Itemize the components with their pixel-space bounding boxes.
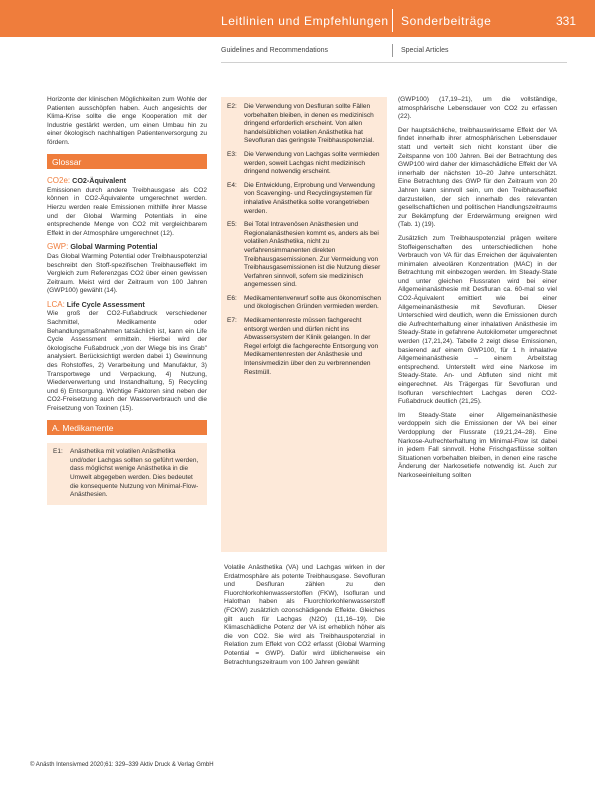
recommendation-item xyxy=(227,151,381,177)
glossary-term-gwp xyxy=(47,243,207,252)
glossary-text-co2e: Emissionen durch andere Treibhausgase als CO2 können in CO2-Äquivalente umgerechnet werden. Hierzu werden reale Emissionen mithilfe ihrer Masse und der Global Warming Potentials in eine entsprechende Menge von CO2 mit vergleichbarem Effekt in der Atmosphäre umgerechnet (12). xyxy=(47,186,207,237)
glossary-term-label: Global Warming Potential xyxy=(70,242,158,252)
recommendation-item xyxy=(227,103,381,146)
recommendation-code: E4: xyxy=(227,181,237,189)
recommendation-item xyxy=(227,317,381,377)
header-right-subtitle: Special Articles xyxy=(401,47,449,54)
glossary-term-lca xyxy=(47,301,207,310)
recommendation-text: Medikamentenverwurf sollte aus ökonomischen und ökologischen Gründen vermieden werden. xyxy=(244,294,381,311)
recommendation-code: E7: xyxy=(227,317,237,325)
recommendation-text: Anästhetika mit volatilen Anästhetika und/oder Lachgas sollten so geführt werden, dass möglichst wenige Anästhetika in die Umwelt abgegeben werden. Dies bedeutet die konsequente Nutzung von Minimal-Flow-Anästhesien. xyxy=(70,448,199,499)
recommendation-item xyxy=(227,295,381,312)
glossary-text-lca: Wie groß der CO2-Fußabdruck verschiedener Sachmittel, Medikamente oder Behandlungsmaßnahmen tatsächlich ist, kann ein Life Cycle Assessment ermitteln. Hierbei wird der ökologische Fußabdruck „von der Wiege bis ins Grab" analysiert. Berücksichtigt werden dabei 1) Gewinnung des Rohstoffes, 2) Verarbeitung und Manufaktur, 3) Transportwege und Verpackung, 4) Nutzung, Wiederverwertung und Instandhaltung, 5) Recycling und 6) Entsorgung. Wichtige Faktoren sind neben der CO2-Freisetzung auch der Wasserverbrauch und die Freisetzung von Toxinen (15). xyxy=(47,310,207,412)
recommendation-box xyxy=(221,97,387,552)
recommendation-code: E3: xyxy=(227,150,237,158)
header-bar xyxy=(0,0,595,37)
intro-paragraph: Horizonte der klinischen Möglichkeiten zum Wohle der Patienten ausschöpfen haben. Auch angesichts der Klima-Krise sollte die enge Kooperation mit der Industrie gestärkt werden, um einen Umbau hin zu einer ökologisch nachhaltigen Patientenversorgung zu fördern. xyxy=(47,96,207,146)
glossar-heading: Glossar xyxy=(47,154,207,170)
glossary-term-label: Life Cycle Assessment xyxy=(66,299,145,309)
column-middle xyxy=(224,564,385,672)
recommendation-item xyxy=(227,182,381,216)
page-number: 331 xyxy=(556,14,577,28)
recommendation-text: Bei Total Intravenösen Anästhesien und Regionalanästhesien kommt es, anders als bei volatilen Anästhetika, nicht zu verfahrensimmanenten direkten Treibhausgasemissionen. Zur Vermeidung von Treibhausgasemissionen ist die Nutzung dieser Verfahren sinnvoll, sofern sie medizinisch angemessen sind. xyxy=(244,221,381,289)
body-paragraph: Der hauptsächliche, treibhauswirksame Effekt der VA findet innerhalb ihrer atmosphärischen Lebensdauer statt und verteilt sich nicht konstant über die Zeitspanne von 100 Jahren. Bei der Betrachtung des GWP100 wird daher der klimaschädliche Effekt der VA innerhalb der nächsten 10–20 Jahre unterschätzt. Eine Betrachtung des GWP für den Zeitraum von 20 Jahren kann sinnvoll sein, um den Treibhauseffekt darzustellen, der sich innerhalb des relevanten gesellschaftlichen und politischen Handlungszeitraums zur Bekämpfung der Erderwärmung ereignen wird (Tab. 1) (19). xyxy=(398,126,557,229)
header-rule xyxy=(221,62,567,63)
glossary-abbr-co2e: CO2e: xyxy=(47,176,71,186)
glossary-abbr-lca: LCA: xyxy=(47,299,65,309)
recommendation-text: Medikamentenreste müssen fachgerecht entsorgt werden und dürfen nicht ins Abwassersystem der Klinik gelangen. In der Regel erfolgt die fachgerechte Entsorgung von Medikamentenresten der Anästhesie und Intensivmedizin über den zu verbrennenden Restmüll. xyxy=(244,317,379,376)
column-left xyxy=(47,96,207,505)
recommendation-item xyxy=(53,448,201,500)
subtitle-divider xyxy=(392,44,393,57)
glossary-abbr-gwp: GWP: xyxy=(47,242,69,252)
body-paragraph: Im Steady-State einer Allgemeinanästhesie verdoppeln sich die Emissionen der VA bei einer Verdopplung der Flussrate (19,21,24–28). Eine Narkose-Aufrechterhaltung im Minimal-Flow ist dabei in jedem Fall sinnvoll. Hohe Frischgasflüsse sollten Situationen vorbehalten bleiben, in denen eine rasche Änderung der Narkosetiefe notwendig ist. Auch zur Narkoseeinleitung sollten xyxy=(398,411,557,479)
body-paragraph: (GWP100) (17,19–21), um die vollständige, atmosphärische Lebensdauer von CO2 zu erfassen (22). xyxy=(398,96,557,121)
section-heading-medikamente: A. Medikamente xyxy=(47,420,207,436)
glossary-term-label: CO2-Äquivalent xyxy=(72,176,127,186)
column-right xyxy=(398,96,557,486)
recommendation-code: E2: xyxy=(227,103,237,110)
footer-copyright: © Anästh Intensivmed 2020;61: 329–339 Aktiv Druck & Verlag GmbH xyxy=(30,762,214,768)
body-paragraph: Volatile Anästhetika (VA) und Lachgas wirken in der Erdatmosphäre als potente Treibhausgase. Sevofluran und Desfluran zählen zu den Fluorchlorkohlenwasserstoffen (FKW), Isofluran und Halothan haben als Fluorchlorkohlenwasserstoff (FCKW) zusätzlich ozonschädigende Effekte. Gleiches gilt auch für Lachgas (N2O) (11,16–19). Die Klimaschädliche Potenz der VA ist erheblich höher als die von CO2. Sie wird als Treibhauspotenzial in Relation zum Effekt von CO2 erfasst (Global Warming Potential = GWP). Dafür wird üblicherweise ein Betrachtungszeitraum von 100 Jahren gewählt xyxy=(224,564,385,666)
header-left-title: Leitlinien und Empfehlungen xyxy=(221,14,389,28)
recommendation-text: Die Entwicklung, Erprobung und Verwendung von Scavenging- und Recyclingsystemen für inhalative Anästhetika sollte vorangetrieben werden. xyxy=(244,181,375,215)
header-divider xyxy=(392,9,393,32)
header-left-subtitle: Guidelines and Recommendations xyxy=(221,47,329,54)
recommendation-text: Die Verwendung von Lachgas sollte vermieden werden, soweit Lachgas nicht medizinisch dringend notwendig erscheint. xyxy=(244,150,380,176)
recommendation-text: Die Verwendung von Desfluran sollte Fällen vorbehalten bleiben, in denen es medizinisch dringend erforderlich erscheint. Von allen handelsüblichen volatilen Anästhetika hat Sevofluran das geringste Treibhauspotenzial. xyxy=(244,103,375,145)
header-right-title: Sonderbeiträge xyxy=(401,14,492,28)
recommendation-code: E6: xyxy=(227,294,237,302)
glossary-text-gwp: Das Global Warming Potential oder Treibhauspotenzial beschreibt den Stoff-spezifischen Treibhauseffekt im Vergleich zum Referenzgas CO2 über einen gewissen Zeitraum. Meist wird der Zeitraum von 100 Jahren (GWP100) gewählt (14). xyxy=(47,252,207,295)
glossary-term-co2e xyxy=(47,177,207,186)
body-paragraph: Zusätzlich zum Treibhauspotenzial prägen weitere Stoffeigenschaften des unterschiedlichen hohe Verbrauch von VA für das Erreichen der äquivalenten minimalen alveolären Konzentration (MAC) in der Betrachtung mit einbezogen werden. Im Steady-State und unter gleichen Flussraten wird bei einer Allgemeinanästhesie mit Desfluran ca. 60-mal so viel CO2-Äquivalent emittiert wie bei einer Allgemeinanästhesie mit Sevofluran. Dieser Unterschied wird deutlich, wenn die Emissionen durch die Aufrechterhaltung einer inhalativen Anästhesie im Steady-State in gefahrene Autokilometer umgerechnet werden (17,21,24). Tabelle 2 zeigt diese Emissionen, basierend auf einem GWP100, für 1 h inhalative Allgemeinanästhesie – einem Arbeitstag entsprechend. Unterstellt wird eine Narkose im Steady-State. An- und Abfluten sind nicht mit eingerechnet. Als Trägergas für Sevofluran und Isofluran verschlechtert Lachgas deren CO2-Fußabdruck deutlich (21,25). xyxy=(398,234,557,406)
recommendation-box-e1 xyxy=(47,443,207,505)
recommendation-item xyxy=(227,221,381,290)
recommendation-code: E1: xyxy=(53,448,63,456)
recommendation-code: E5: xyxy=(227,221,237,229)
